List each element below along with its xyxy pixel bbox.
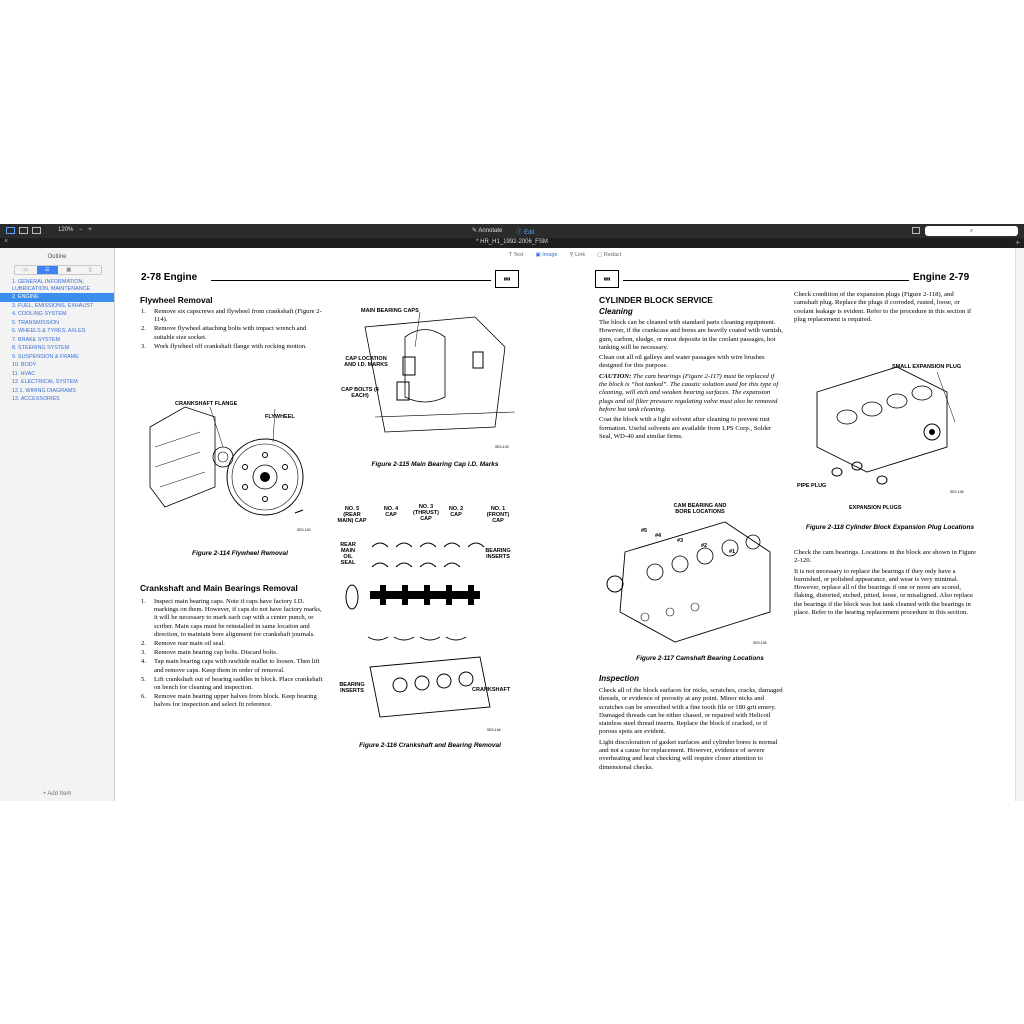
label-5: #5	[641, 528, 648, 534]
sidebar-item[interactable]: 5. TRANSMISSION	[12, 319, 59, 326]
label-4: #4	[655, 533, 662, 539]
label-3: #3	[677, 538, 684, 544]
label-no5-cap: NO. 5 (REAR MAIN) CAP	[337, 506, 367, 524]
hummer-logo-icon: ▮▮▮	[495, 270, 519, 288]
outline-sidebar	[0, 248, 115, 801]
document-tab-bar	[0, 238, 1024, 248]
text-tool[interactable]: T Text	[508, 252, 524, 258]
figure-code: SE0-164	[487, 728, 501, 732]
outline-list	[0, 278, 114, 404]
label-small-expansion-plug: SMALL EXPANSION PLUG	[892, 364, 962, 370]
sidebar-item[interactable]: 13. ACCESSORIES	[12, 396, 60, 402]
close-tab-icon[interactable]: ×	[4, 238, 9, 245]
toolbar	[0, 224, 1024, 238]
redact-tool[interactable]: ▢ Redact	[597, 252, 622, 258]
text-tool-label: Text	[513, 252, 524, 258]
search-icon: ⌕	[969, 228, 974, 234]
sidebar-item[interactable]: 12. ELECTRICAL SYSTEM	[12, 379, 78, 385]
caution-text: The cam bearings (Figure 2-117) must be replaced if the block is “hot tanked”. The caustic solution used for this type of cleaning, will etch and weaken bearing surfaces. The expansion plugs and oil filter pressure regulating valve must also be removed before hot tank cleaning.	[599, 372, 779, 413]
add-item-button[interactable]: + Add Item	[42, 791, 72, 797]
sidebar-item[interactable]: 7. BRAKE SYSTEM	[12, 336, 60, 343]
list-item: 2. Remove flywheel attaching bolts with impact wrench and suitable size socket.	[141, 325, 307, 341]
sidebar-item[interactable]: 3. FUEL, EMISSIONS, EXHAUST	[12, 302, 94, 309]
list-item: 1. Inspect main bearing caps. Note if caps have factory I.D. markings on them. However, if caps do not have factory marks, it will be necessary to mark each cap with a center punch, or scriber. Main caps must be reinstalled in same location and direction, to maintain bore alignment for crankshaft journals.	[141, 598, 322, 638]
label-expansion-plugs: EXPANSION PLUGS	[849, 505, 902, 511]
zoom-out-button[interactable]: −	[79, 227, 83, 233]
label-no4-cap: NO. 4 CAP	[383, 506, 399, 518]
zoom-level[interactable]: 120%	[58, 227, 74, 233]
paragraph: Clean out all oil galleys and water passages with wire brushes designed for this purpose.	[599, 354, 765, 370]
label-crankshaft: CRANKSHAFT	[472, 687, 511, 693]
image-tool[interactable]: ▣ Image	[535, 252, 558, 258]
section-title: CYLINDER BLOCK SERVICE	[599, 295, 713, 305]
figure-caption: Figure 2-118 Cylinder Block Expansion Plug Locations	[805, 524, 975, 531]
expansion-plug-illustration	[797, 362, 977, 492]
list-item: 1. Remove six capscrews and flywheel from crankshaft (Figure 2-114).	[141, 308, 322, 324]
label-cam-bearing: CAM BEARING AND BORE LOCATIONS	[673, 503, 727, 515]
pdf-app-window	[0, 224, 1024, 801]
label-cap-location: CAP LOCATION AND I.D. MARKS	[344, 356, 388, 368]
redact-tool-label: Redact	[603, 252, 622, 258]
label-1: #1	[729, 549, 736, 555]
label-main-bearing-caps: MAIN BEARING CAPS	[361, 308, 419, 314]
figure-caption: Figure 2-115 Main Bearing Cap I.D. Marks	[371, 461, 499, 468]
figure-caption: Figure 2-117 Camshaft Bearing Locations	[636, 655, 764, 662]
paragraph: Light discoloration of gasket surfaces and cylinder bores is normal and not a cause for replacement. However, evidence of severe overheating and heat checking will require closer attention to dimensional checks.	[599, 738, 778, 771]
document-title: * HR_H1_1992-2006_FSM	[476, 239, 548, 245]
sidebar-item[interactable]: 10. BODY	[12, 362, 37, 368]
page-header: Engine 2-79	[913, 272, 970, 283]
search-input[interactable]	[925, 226, 1018, 236]
sidebar-item[interactable]: 9. SUSPENSION & FRAME	[12, 353, 79, 360]
crankshaft-heading: Crankshaft and Main Bearings Removal	[140, 583, 298, 593]
figure-caption: Figure 2-114 Flywheel Removal	[192, 550, 288, 557]
page-header: 2-78 Engine	[141, 272, 198, 283]
vertical-scrollbar[interactable]	[1015, 248, 1024, 801]
sidebar-item[interactable]: 8. STEERING SYSTEM	[12, 345, 70, 351]
bearing-cap-illustration	[345, 307, 525, 447]
page-layout-icon[interactable]	[32, 227, 41, 234]
sidebar-item[interactable]: 1. GENERAL INFORMATION, LUBRICATION, MAINTENANCE	[12, 279, 91, 292]
edit-toolbar	[115, 248, 1015, 263]
image-tool-label: Image	[542, 252, 558, 258]
annotate-button[interactable]: ✎ Annotate	[472, 228, 503, 234]
header-rule	[623, 280, 909, 281]
label-crankshaft-flange: CRANKSHAFT FLANGE	[175, 401, 238, 407]
page-tab-icon[interactable]: ▯	[88, 267, 92, 273]
sidebar-title: Outline	[47, 254, 67, 260]
figure-code: SE0-106	[950, 490, 964, 494]
list-item: 3. Work flywheel off crankshaft flange with rocking motion.	[141, 342, 307, 350]
flywheel-heading: Flywheel Removal	[140, 295, 213, 305]
label-bearing-inserts-left: BEARING INSERTS	[339, 682, 365, 694]
figure-code: SE0-103	[495, 445, 509, 449]
edit-label: Edit	[524, 230, 535, 236]
bookmark-tab-icon[interactable]: ▭	[23, 267, 29, 273]
header-rule	[211, 280, 491, 281]
list-item: 4. Tap main bearing caps with rawhide mallet to loosen. Then lift and remove caps. Keep them in order of removal.	[141, 658, 320, 674]
sidebar-item[interactable]: 6. WHEELS & TYRES, AXLES	[12, 328, 86, 334]
paragraph: Check condition of the expansion plugs (Figure 2-118), and camshaft plug. Replace the plugs if corroded, rusted, loose, or coolant leakage is evident. Refer to the procedure in this section if plug replacement is required.	[794, 291, 972, 323]
link-tool[interactable]: ⚲ Link	[569, 252, 586, 258]
caution-paragraph	[599, 373, 783, 414]
paragraph: Coat the block with a light solvent after cleaning to prevent rust formation. Useful solvents are available from LPS Corp., Solder Seal, WD-40 and similar firms.	[599, 416, 772, 440]
inspection-text	[599, 687, 783, 774]
zoom-control[interactable]	[58, 227, 96, 233]
cleaning-heading: Cleaning	[599, 307, 633, 316]
list-item: 6. Remove main bearing upper halves from block. Keep bearing halves for inspection and select fit reference.	[141, 693, 317, 709]
annotate-label: Annotate	[478, 228, 503, 234]
label-no1-cap: NO. 1 (FRONT) CAP	[486, 506, 510, 524]
sidebar-item[interactable]: 11. HVAC	[12, 370, 36, 377]
label-bearing-inserts-right: BEARING INSERTS	[485, 548, 511, 560]
paragraph: Check all of the block surfaces for nicks, scratches, cracks, damaged threads, or evidence of porosity at any point. Minor nicks and scratches can be smoothed with a fine tooth file or 180 grit emery. Damaged threads can be either chased, or repaired with Helicoil stainless steel thread inserts. Replace the block if cracked, or if porous spots are evident.	[599, 687, 783, 736]
right-page	[565, 262, 1015, 801]
paragraph: It is not necessary to replace the bearings if they only have a burnished, or polished appearance, and wear is very minimal. However, replace all of the bearings if one or more are scored, flaking, distorted, etched, pitted, loose, or misaligned. Also replace the bearings if the block was hot tank cleaned with the bearings in place. Refer to the bearing replacement procedure in this section.	[794, 567, 974, 617]
label-2: #2	[701, 543, 708, 549]
thumbnail-tab-icon[interactable]: ▦	[66, 267, 72, 273]
sidebar-toggle-icon[interactable]	[6, 227, 15, 234]
left-page	[115, 262, 565, 801]
flywheel-illustration	[145, 387, 325, 525]
sidebar-item[interactable]: 12.1. WIRING DIAGRAMS	[12, 387, 76, 394]
column-two-text-top	[794, 291, 978, 326]
zoom-in-button[interactable]: +	[88, 227, 92, 233]
paragraph: Check the cam bearings. Locations in the block are shown in Figure 2-120.	[794, 549, 976, 565]
document-view	[115, 248, 1015, 801]
label-cap-bolts: CAP BOLTS (4 EACH)	[341, 387, 379, 399]
label-flywheel: FLYWHEEL	[265, 414, 295, 420]
view-controls	[6, 227, 41, 234]
paragraph: The block can be cleaned with standard parts cleaning equipment. However, if the crankcase and bores are heavily coated with varnish, gum, carbon, sludge, or most deposits in the coolant passages, hot tanking will be necessary.	[599, 319, 783, 351]
new-tab-icon[interactable]: +	[1015, 238, 1020, 247]
crankshaft-steps	[141, 598, 325, 711]
figure-code: SE0-100	[297, 528, 311, 532]
list-item: 5. Lift crankshaft out of bearing saddles in block. Place crankshaft on bench for cleaning and inspection.	[141, 675, 323, 692]
figure-caption: Figure 2-116 Crankshaft and Bearing Removal	[359, 742, 501, 749]
sidebar-item[interactable]: 2. ENGINE	[0, 293, 114, 302]
cam-bearing-illustration	[605, 512, 785, 647]
hummer-logo-icon: ▮▮▮	[595, 270, 619, 288]
outline-tab-icon[interactable]: ☰	[37, 266, 59, 274]
thumbnails-icon[interactable]	[19, 227, 28, 234]
caution-label: CAUTION:	[599, 372, 632, 380]
figure-code: SE0-106	[753, 641, 767, 645]
link-tool-label: Link	[575, 252, 586, 258]
edit-button[interactable]: Ⓣ Edit	[516, 230, 535, 236]
cleaning-text	[599, 319, 783, 443]
label-rear-main-oil-seal: REAR MAIN OIL SEAL	[340, 542, 356, 566]
inspection-heading: Inspection	[599, 674, 640, 683]
share-icon[interactable]	[912, 227, 920, 234]
label-no3-cap: NO. 3 (THRUST) CAP	[413, 504, 439, 522]
label-no2-cap: NO. 2 CAP	[448, 506, 464, 518]
sidebar-item[interactable]: 4. COOLING SYSTEM	[12, 311, 67, 317]
mode-switcher	[472, 227, 534, 236]
label-pipe-plug: PIPE PLUG	[797, 483, 827, 489]
sidebar-tabs	[14, 265, 102, 275]
list-item: 3. Remove main bearing cap bolts. Discard bolts.	[141, 649, 278, 657]
list-item: 2. Remove rear main oil seal.	[141, 640, 225, 648]
column-two-text-bottom	[794, 549, 978, 619]
flywheel-steps	[141, 308, 325, 352]
